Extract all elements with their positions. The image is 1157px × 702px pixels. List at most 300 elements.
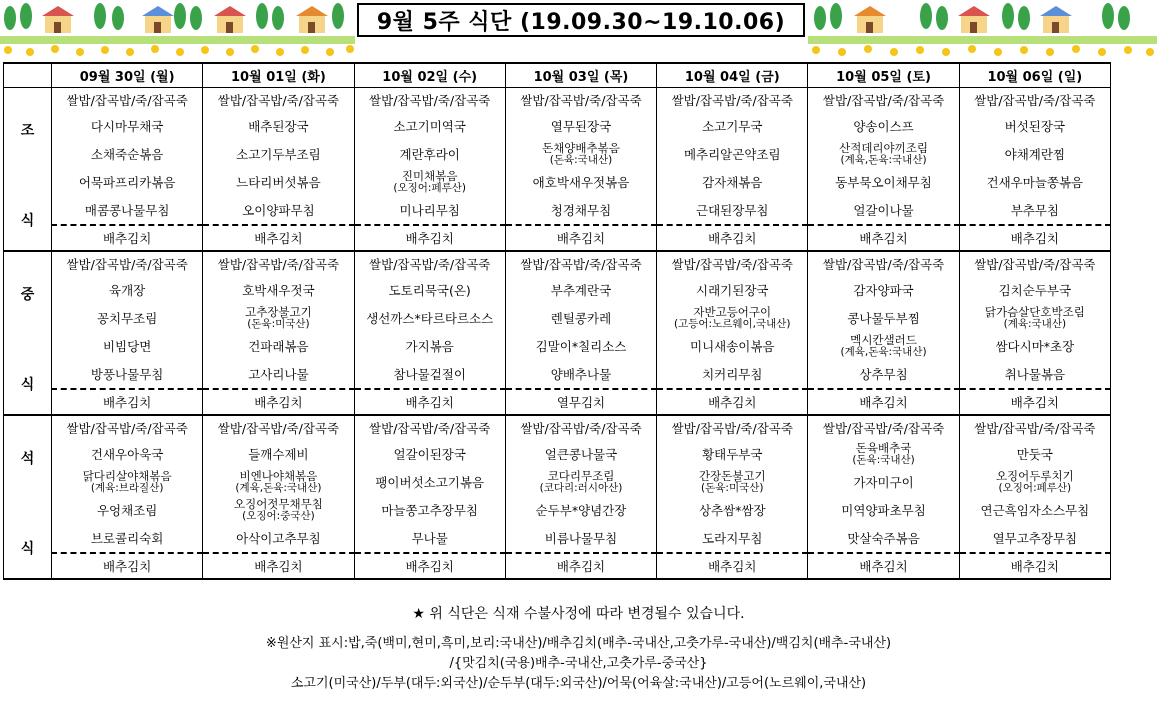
menu-item [959,389,1110,415]
dish-name: 배추김치 [102,558,152,574]
menu-item [203,440,354,468]
menu-item [354,496,505,524]
dish-name: 감자양파국 [853,282,914,298]
dish-name: 방풍나물무침 [90,366,164,382]
menu-item [808,524,959,553]
dish-name: 생선까스*타르타르소스 [366,310,494,326]
menu-item [354,440,505,468]
dish-name: 배추김치 [556,558,606,574]
dish-name: 호박새우젓국 [242,282,315,298]
menu-row [4,225,1111,251]
meal-label-bottom: 식 [20,213,35,229]
header-banner [0,0,1157,62]
menu-row [4,196,1111,225]
menu-item [505,415,656,440]
dish-name: 들깨수제비 [248,446,309,462]
menu-item [354,415,505,440]
menu-item [505,389,656,415]
menu-item [354,196,505,225]
menu-item [52,196,203,225]
dish-name: 치커리무침 [702,366,763,382]
dish-name: 배추김치 [556,230,606,246]
menu-item [203,140,354,168]
dish-name: 배추된장국 [248,118,309,134]
menu-item [505,196,656,225]
menu-item [808,88,959,113]
dish-name: 배추김치 [254,230,303,246]
menu-item [52,225,203,251]
menu-item [808,332,959,360]
menu-item [354,112,505,140]
dish-name: 배추김치 [708,394,757,410]
dish-name: 미니새송이볶음 [690,338,775,354]
menu-item [354,251,505,276]
menu-item [505,360,656,389]
dish-name: 소고기두부조림 [236,146,321,162]
menu-item [52,304,203,332]
dish-name: 쌀밥/잡곡밥/죽/잡곡죽 [369,92,491,108]
menu-item [657,553,808,579]
menu-item [203,553,354,579]
menu-item [505,88,656,113]
dish-name: 건파래볶음 [248,338,309,354]
menu-item [808,140,959,168]
menu-item [657,496,808,524]
dish-name: 쌀밥/잡곡밥/죽/잡곡죽 [822,256,945,272]
menu-item [959,524,1110,553]
dish-name: 청경채무침 [550,202,612,218]
menu-item [203,251,354,276]
menu-item [505,440,656,468]
menu-item [657,251,808,276]
menu-row [4,553,1111,579]
menu-row [4,415,1111,440]
menu-item [808,415,959,440]
menu-item [657,112,808,140]
dish-name: 배추김치 [405,394,454,410]
menu-item [505,168,656,196]
dish-name: 진미채볶음 [401,169,458,183]
menu-item [505,276,656,304]
dish-name: 닭다리살야채볶음 [82,469,172,483]
dish-origin: (오징어:중국산) [242,510,315,522]
dish-name: 배추김치 [405,230,454,246]
dish-name: 쌀밥/잡곡밥/죽/잡곡죽 [66,256,188,272]
dish-name: 양송이스프 [853,118,914,134]
menu-item [52,251,203,276]
dish-name: 쌀밥/잡곡밥/죽/잡곡죽 [822,92,945,108]
meal-label-top: 조 [20,123,35,139]
page-title: 9월 5주 식단 (19.09.30~19.10.06) [357,3,805,37]
menu-item [959,168,1110,196]
menu-item [505,332,656,360]
menu-row [4,112,1111,140]
dish-name: 비름나물무침 [544,530,618,546]
menu-item [808,112,959,140]
menu-item [52,88,203,113]
menu-item [808,360,959,389]
day-header: 10월 04일 (금) [657,63,808,88]
dish-name: 가지볶음 [405,338,454,354]
dish-name: 계란후라이 [399,146,460,162]
menu-item [808,389,959,415]
dish-name: 배추김치 [254,394,303,410]
dish-name: 버섯된장국 [1004,118,1066,134]
dish-name: 연근흑임자소스무침 [980,502,1090,518]
dish-origin: (코다리:러시아산) [539,482,623,494]
dish-name: 멕시칸샐러드 [850,333,917,347]
menu-row [4,276,1111,304]
menu-item [657,88,808,113]
dish-name: 오징어젓무채무침 [233,497,323,511]
menu-row [4,140,1111,168]
dish-name: 우엉채조림 [96,502,158,518]
dish-name: 얼갈이된장국 [393,446,466,462]
menu-item [959,496,1110,524]
menu-item [505,140,656,168]
meal-label-bottom: 식 [20,541,35,557]
dish-name: 미역양파초무침 [841,502,926,518]
dish-name: 배추김치 [708,230,757,246]
menu-item [203,332,354,360]
village-decoration-right [808,0,1157,62]
menu-item [354,88,505,113]
dish-name: 동부묵오이채무침 [835,174,932,190]
menu-item [657,332,808,360]
menu-item [203,225,354,251]
menu-table [3,62,1111,580]
dish-origin: (돈육:국내산) [549,154,613,166]
dish-origin: (돈육:미국산) [701,482,764,494]
day-header: 09월 30일 (월) [52,63,203,88]
change-notice: ★ 위 식단은 식재 수불사정에 따라 변경될수 있습니다. [412,606,745,622]
dish-name: 어묵파프리카볶음 [78,174,176,190]
dish-name: 자반고등어구이 [693,305,772,319]
meal-label [4,88,52,252]
dish-name: 쌀밥/잡곡밥/죽/잡곡죽 [520,92,642,108]
menu-item [52,112,203,140]
dish-name: 비빔당면 [102,338,152,354]
menu-item [52,415,203,440]
menu-item [52,168,203,196]
menu-body [4,88,1111,580]
menu-item [959,88,1110,113]
menu-item [959,196,1110,225]
menu-item [505,225,656,251]
menu-item [52,524,203,553]
dish-name: 배추김치 [1010,230,1059,246]
dish-name: 쌀밥/잡곡밥/죽/잡곡죽 [520,256,642,272]
menu-row [4,304,1111,332]
menu-item [203,112,354,140]
dish-name: 배추김치 [859,230,908,246]
dish-name: 배추김치 [859,394,908,410]
menu-item [808,251,959,276]
meal-label [4,251,52,415]
menu-item [354,276,505,304]
menu-item [354,332,505,360]
day-header: 10월 02일 (수) [354,63,505,88]
dish-origin: (돈육:미국산) [247,318,310,330]
menu-item [203,88,354,113]
dish-name: 배추김치 [102,230,152,246]
dish-name: 애호박새우젓볶음 [532,174,630,190]
menu-item [657,524,808,553]
menu-item [959,225,1110,251]
menu-item [354,468,505,496]
origin-line: /{맛김치(국용)배추-국내산,고춧가루-중국산} [449,656,708,671]
menu-row [4,496,1111,524]
dish-name: 오이양파무침 [242,202,315,218]
dish-name: 열무고추장무침 [992,530,1078,546]
dish-name: 닭가슴살단호박조림 [984,305,1085,319]
dish-name: 열무김치 [556,394,606,410]
dish-name: 고추장불고기 [245,305,312,319]
dish-name: 김치순두부국 [998,282,1072,298]
dish-name: 배추김치 [102,394,152,410]
dish-name: 배추김치 [1010,394,1059,410]
dish-name: 코다리무조림 [547,469,615,483]
menu-item [657,304,808,332]
menu-row [4,168,1111,196]
menu-item [959,332,1110,360]
village-decoration-left [0,0,355,62]
menu-item [657,440,808,468]
dish-name: 쌀밥/잡곡밥/죽/잡곡죽 [974,420,1096,436]
dish-name: 취나물볶음 [1004,366,1066,382]
dish-name: 꽁치무조림 [96,310,158,326]
menu-item [52,468,203,496]
dish-name: 쌀밥/잡곡밥/죽/잡곡죽 [217,92,340,108]
dish-origin: (계육,돈육:국내산) [840,346,927,358]
dish-origin: (오징어:페루산) [393,182,466,194]
dish-name: 쌀밥/잡곡밥/죽/잡곡죽 [66,92,188,108]
dish-name: 부추계란국 [550,282,612,298]
dish-name: 콩나물두부찜 [847,310,920,326]
dish-name: 아삭이고추무침 [236,530,321,546]
menu-item [203,468,354,496]
menu-item [354,389,505,415]
menu-row [4,468,1111,496]
day-header: 10월 05일 (토) [808,63,959,88]
dish-name: 다시마무채국 [90,118,164,134]
dish-name: 쌈다시마*초장 [995,338,1075,354]
dish-name: 쌀밥/잡곡밥/죽/잡곡죽 [66,420,188,436]
menu-item [203,360,354,389]
menu-item [52,496,203,524]
menu-item [657,389,808,415]
dish-name: 배추김치 [405,558,454,574]
menu-item [354,360,505,389]
dish-origin: (오징어:페루산) [998,482,1072,494]
menu-item [808,468,959,496]
dish-name: 배추김치 [1010,558,1059,574]
dish-name: 간장돈불고기 [698,469,766,483]
dish-name: 소고기미역국 [393,118,466,134]
menu-row [4,524,1111,553]
dish-name: 만둣국 [1016,446,1053,462]
menu-item [52,332,203,360]
menu-item [203,196,354,225]
menu-item [505,112,656,140]
menu-item [505,524,656,553]
day-header: 10월 01일 (화) [203,63,354,88]
menu-item [808,553,959,579]
dish-name: 배추김치 [254,558,303,574]
menu-item [808,168,959,196]
menu-item [52,360,203,389]
dish-name: 시래기된장국 [696,282,769,298]
menu-item [959,304,1110,332]
menu-item [657,225,808,251]
dish-name: 메추리알곤약조림 [683,146,781,162]
dish-name: 근대된장무침 [696,202,769,218]
menu-item [959,553,1110,579]
menu-item [203,496,354,524]
day-header: 10월 06일 (일) [959,63,1110,88]
menu-item [959,360,1110,389]
menu-item [505,304,656,332]
dish-name: 쌀밥/잡곡밥/죽/잡곡죽 [671,256,793,272]
dish-name: 가자미구이 [853,474,914,490]
menu-item [203,415,354,440]
menu-row [4,88,1111,113]
dish-name: 쌀밥/잡곡밥/죽/잡곡죽 [217,420,340,436]
meal-label-top: 석 [20,451,35,467]
menu-item [657,360,808,389]
dish-name: 상추무침 [859,366,908,382]
origin-line: 소고기(미국산)/두부(대두:외국산)/순두부(대두:외국산)/어묵(어육살:국내산)/고등어(노르웨이,국내산) [290,676,867,691]
dish-name: 매콤콩나물무침 [84,202,170,218]
menu-item [52,440,203,468]
menu-item [203,276,354,304]
menu-item [354,140,505,168]
day-header-row [4,63,1111,88]
menu-item [808,225,959,251]
dish-name: 소고기무국 [702,118,763,134]
menu-item [959,112,1110,140]
menu-item [657,276,808,304]
menu-item [354,168,505,196]
menu-item [505,553,656,579]
dish-origin: (계육:브라질산) [90,482,164,494]
menu-item [959,140,1110,168]
dish-name: 참나물겉절이 [393,366,466,382]
menu-item [657,140,808,168]
dish-name: 열무된장국 [550,118,612,134]
menu-item [657,168,808,196]
dish-name: 비엔나야채볶음 [239,469,318,483]
menu-item [657,468,808,496]
dish-name: 쌀밥/잡곡밥/죽/잡곡죽 [520,420,642,436]
corner-cell [4,63,52,88]
dish-name: 돈채양배추볶음 [542,141,620,155]
dish-origin: (돈육:국내산) [852,454,915,466]
dish-origin: (계육,돈육:국내산) [840,154,927,166]
dish-name: 맛살숙주볶음 [847,530,920,546]
menu-item [808,196,959,225]
dish-name: 배추김치 [708,558,757,574]
menu-item [203,304,354,332]
day-header: 10월 03일 (목) [505,63,656,88]
dish-name: 쌀밥/잡곡밥/죽/잡곡죽 [369,420,491,436]
dish-name: 육개장 [109,282,146,298]
dish-name: 부추무침 [1010,202,1059,218]
dish-name: 돈육배추국 [855,441,912,455]
menu-item [505,496,656,524]
dish-name: 쌀밥/잡곡밥/죽/잡곡죽 [671,92,793,108]
menu-item [52,553,203,579]
dish-name: 쌀밥/잡곡밥/죽/잡곡죽 [369,256,491,272]
menu-item [203,168,354,196]
dish-name: 쌀밥/잡곡밥/죽/잡곡죽 [974,92,1096,108]
dish-name: 야채계란찜 [1004,146,1066,162]
menu-item [657,415,808,440]
dish-name: 쌀밥/잡곡밥/죽/잡곡죽 [974,256,1096,272]
dish-name: 건새우아욱국 [90,446,164,462]
dish-name: 순두부*양념간장 [535,502,627,518]
menu-row [4,389,1111,415]
dish-name: 미나리무침 [399,202,460,218]
menu-item [808,304,959,332]
dish-name: 도토리묵국(온) [388,282,471,298]
dish-name: 쌀밥/잡곡밥/죽/잡곡죽 [671,420,793,436]
menu-row [4,440,1111,468]
dish-name: 팽이버섯소고기볶음 [375,474,485,490]
dish-origin: (고등어:노르웨이,국내산) [674,318,791,330]
dish-name: 고사리나물 [248,366,309,382]
menu-item [959,276,1110,304]
dish-name: 도라지무침 [702,530,763,546]
dish-name: 감자채볶음 [702,174,763,190]
menu-item [354,304,505,332]
dish-origin: (계육:국내산) [1003,318,1067,330]
dish-name: 산적데리야끼조림 [839,141,928,155]
dish-name: 소채죽순볶음 [90,146,164,162]
dish-name: 김말이*칠리소스 [535,338,627,354]
menu-item [354,225,505,251]
menu-row [4,332,1111,360]
origin-info [0,634,1157,694]
dish-name: 오징어두루치기 [995,469,1074,483]
menu-item [505,468,656,496]
menu-item [959,251,1110,276]
dish-origin: (계육,돈육:국내산) [235,482,322,494]
menu-item [959,440,1110,468]
dish-name: 쌀밥/잡곡밥/죽/잡곡죽 [822,420,945,436]
dish-name: 얼갈이나물 [853,202,914,218]
meal-label-bottom: 식 [20,377,35,393]
menu-item [52,276,203,304]
dish-name: 배추김치 [859,558,908,574]
dish-name: 느타리버섯볶음 [236,174,321,190]
dish-name: 상추쌈*쌈장 [698,502,766,518]
dish-name: 브로콜리숙회 [90,530,164,546]
menu-row [4,251,1111,276]
menu-item [505,251,656,276]
menu-item [657,196,808,225]
menu-item [354,553,505,579]
menu-item [52,389,203,415]
dish-name: 무나물 [411,530,448,546]
menu-item [52,140,203,168]
dish-name: 마늘쫑고추장무침 [381,502,478,518]
dish-name: 황태두부국 [702,446,763,462]
menu-item [203,389,354,415]
menu-item [808,496,959,524]
menu-item [808,440,959,468]
menu-item [354,524,505,553]
